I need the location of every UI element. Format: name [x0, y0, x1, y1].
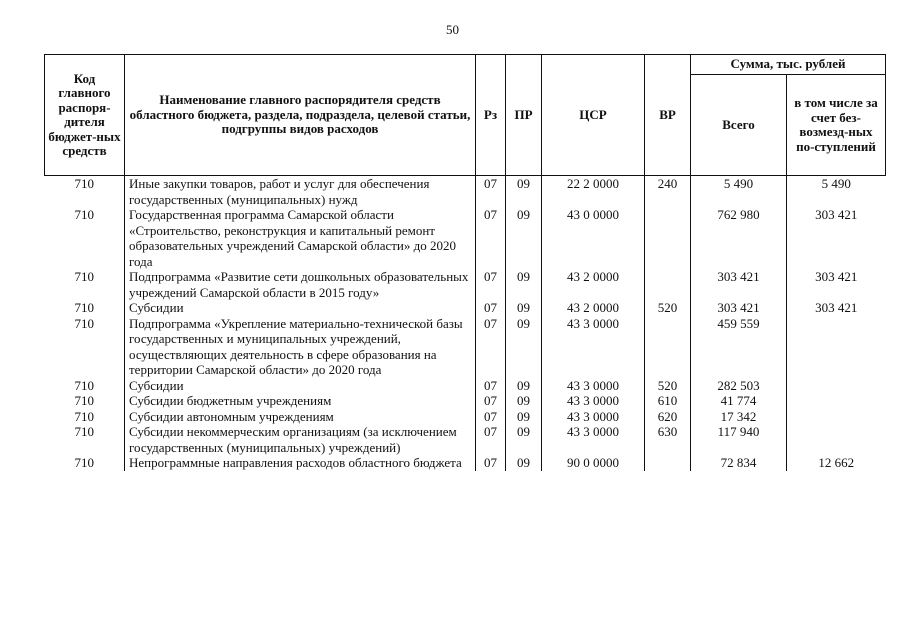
row-vr: [645, 455, 691, 471]
row-incl: 5 490: [787, 176, 886, 208]
row-pr: 09: [506, 269, 542, 300]
row-vr: 630: [645, 424, 691, 455]
row-code: 710: [74, 207, 94, 222]
table-row: [45, 269, 886, 300]
row-total: 303 421: [691, 269, 787, 300]
row-incl: [787, 393, 886, 409]
row-incl: [787, 316, 886, 378]
table-row: [45, 409, 886, 425]
row-name: Государственная программа Самарской области «Строительство, реконструкция и капитальный ремонт образовательных учреждений Самарской области» до 2020 года: [125, 207, 476, 269]
page-number: 50: [446, 22, 459, 37]
row-total: 303 421: [691, 300, 787, 316]
header-csr: ЦСР: [542, 55, 645, 176]
row-csr: 22 2 0000: [542, 176, 645, 208]
row-rz: 07: [476, 378, 506, 394]
row-rz: 07: [476, 207, 506, 269]
row-csr: 43 3 0000: [542, 393, 645, 409]
row-code: 710: [74, 377, 94, 393]
row-vr: [645, 207, 691, 269]
row-csr: 43 3 0000: [542, 409, 645, 425]
table-row: [45, 424, 886, 455]
table-row: [45, 455, 886, 471]
row-code: 710: [74, 300, 94, 315]
row-code: 710: [74, 176, 94, 191]
row-rz: 07: [476, 393, 506, 409]
row-name: Субсидии автономным учреждениям: [125, 409, 476, 425]
table-row: [45, 393, 886, 409]
row-total: 282 503: [691, 378, 787, 394]
row-vr: 620: [645, 409, 691, 425]
row-total: 5 490: [691, 176, 787, 208]
row-code: 710: [74, 315, 94, 331]
row-vr: 520: [645, 300, 691, 316]
row-rz: 07: [476, 316, 506, 378]
row-csr: 43 3 0000: [542, 378, 645, 394]
row-rz: 07: [476, 300, 506, 316]
row-pr: 09: [506, 455, 542, 471]
row-total: 762 980: [691, 207, 787, 269]
row-csr: 90 0 0000: [542, 455, 645, 471]
row-incl: [787, 409, 886, 425]
row-pr: 09: [506, 300, 542, 316]
row-rz: 07: [476, 269, 506, 300]
row-csr: 43 2 0000: [542, 300, 645, 316]
table-row: [45, 207, 886, 269]
header-total: Всего: [691, 75, 787, 176]
row-code: 710: [74, 393, 94, 408]
budget-table: [44, 54, 886, 471]
row-incl: 303 421: [787, 269, 886, 300]
table-row: [45, 300, 886, 316]
row-pr: 09: [506, 393, 542, 409]
row-incl: 303 421: [787, 207, 886, 269]
row-pr: 09: [506, 176, 542, 208]
row-vr: 610: [645, 393, 691, 409]
row-name: Иные закупки товаров, работ и услуг для обеспечения государственных (муниципальных) нужд: [125, 176, 476, 208]
row-rz: 07: [476, 409, 506, 425]
row-incl: 12 662: [787, 455, 886, 471]
row-rz: 07: [476, 455, 506, 471]
row-incl: [787, 424, 886, 455]
header-name: Наименование главного распорядителя средств областного бюджета, раздела, подраздела, целевой статьи, подгруппы видов расходов: [125, 55, 476, 176]
row-name: Субсидии: [125, 378, 476, 394]
table-row: [45, 316, 886, 378]
row-code: 710: [74, 424, 94, 439]
row-csr: 43 2 0000: [542, 269, 645, 300]
row-pr: 09: [506, 316, 542, 378]
row-pr: 09: [506, 378, 542, 394]
row-total: 459 559: [691, 316, 787, 378]
row-csr: 43 3 0000: [542, 316, 645, 378]
row-total: 17 342: [691, 409, 787, 425]
header-rz: Рз: [476, 55, 506, 176]
row-name: Субсидии некоммерческим организациям (за исключением государственных (муниципальных) учреждений): [125, 424, 476, 455]
row-pr: 09: [506, 409, 542, 425]
header-sum: Сумма, тыс. рублей: [691, 55, 886, 75]
row-name: Подпрограмма «Укрепление материально-технической базы государственных и муниципальных учреждений, осуществляющих деятельность в сфере образования на территории Самарской области» до 2020 года: [125, 316, 476, 378]
row-name: Субсидии бюджетным учреждениям: [125, 393, 476, 409]
table-row: [45, 378, 886, 394]
row-incl: [787, 378, 886, 394]
row-csr: 43 3 0000: [542, 424, 645, 455]
header-incl: в том числе за счет без-возмезд-ных по-ступлений: [787, 75, 886, 176]
row-vr: [645, 269, 691, 300]
row-code: 710: [74, 269, 94, 284]
header-vr: ВР: [645, 55, 691, 176]
row-code: 710: [74, 455, 94, 470]
row-total: 117 940: [691, 424, 787, 455]
row-total: 72 834: [691, 455, 787, 471]
row-pr: 09: [506, 207, 542, 269]
header-pr: ПР: [506, 55, 542, 176]
row-incl: 303 421: [787, 300, 886, 316]
row-rz: 07: [476, 424, 506, 455]
row-name: Непрограммные направления расходов областного бюджета: [125, 455, 476, 471]
row-vr: [645, 316, 691, 378]
row-code: 710: [74, 408, 94, 424]
row-rz: 07: [476, 176, 506, 208]
row-pr: 09: [506, 424, 542, 455]
row-name: Подпрограмма «Развитие сети дошкольных образовательных учреждений Самарской области в 2015 году»: [125, 269, 476, 300]
row-total: 41 774: [691, 393, 787, 409]
row-vr: 520: [645, 378, 691, 394]
table-row: [45, 176, 886, 208]
row-name: Субсидии: [125, 300, 476, 316]
row-csr: 43 0 0000: [542, 207, 645, 269]
row-vr: 240: [645, 176, 691, 208]
header-code: Код главного распоря-дителя бюджет-ных средств: [45, 55, 125, 176]
